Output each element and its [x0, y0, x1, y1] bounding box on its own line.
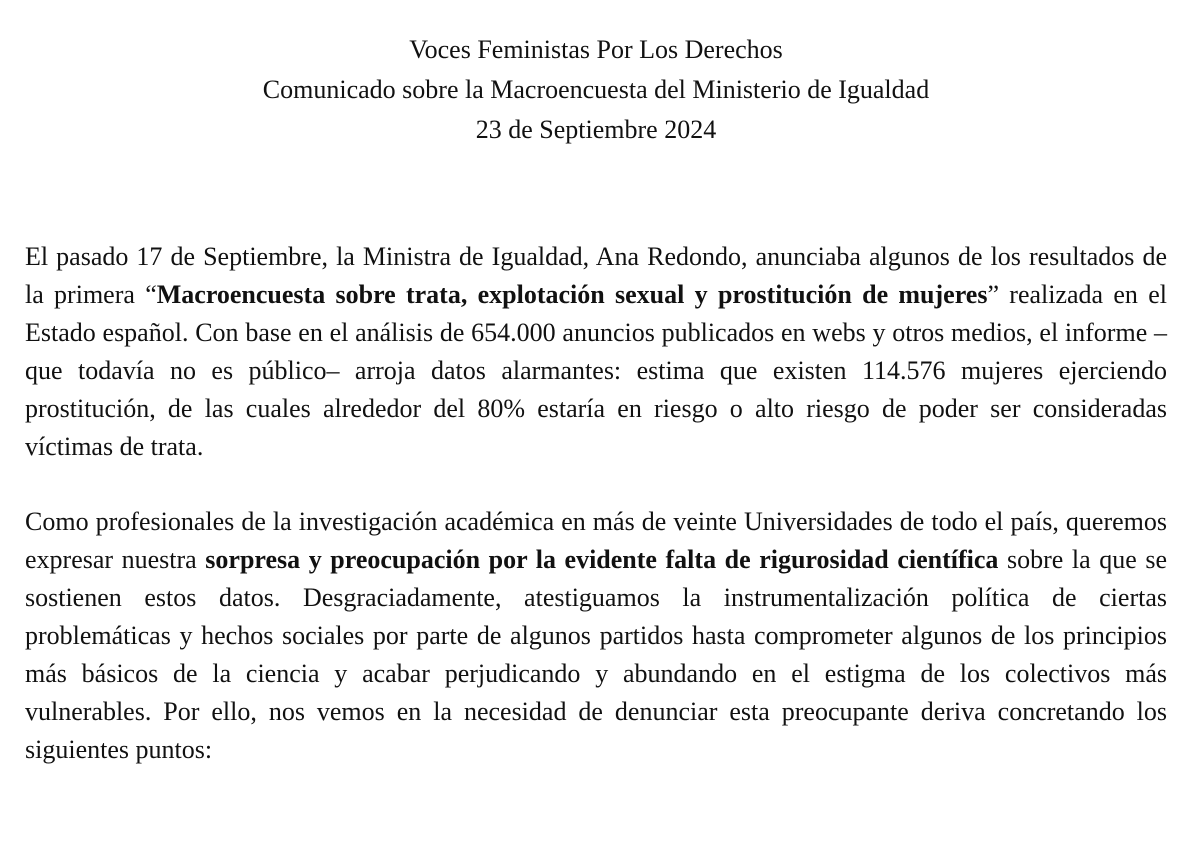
document-header [25, 30, 1167, 150]
document-date: 23 de Septiembre 2024 [475, 115, 717, 144]
paragraph-text: ” realizada en el Estado español. Con base en el análisis de 654.000 anuncios publicados en webs y otros medios, el informe –que todavía no es público– arroja datos alarmantes: estima que existen 114.576 mujeres ejerciendo prostitución, de las cuales alrededor del 80% estaría en riesgo o alto riesgo de poder ser consideradas víctimas de trata. [25, 280, 1167, 461]
paragraph-statement [25, 503, 1167, 769]
paragraph-intro [25, 238, 1167, 466]
paragraph-text: El pasado 17 de Septiembre, la Ministra de Igualdad, Ana Redondo, anunciaba algunos de los resultados de la primera “ [25, 242, 1167, 309]
paragraph-text: sobre la que se sostienen estos datos. Desgraciadamente, atestiguamos la instrumentalización política de ciertas problemáticas y hechos sociales por parte de algunos partidos hasta comprometer algunos de los principios más básicos de la ciencia y acabar perjudicando y abundando en el estigma de los colectivos más vulnerables. Por ello, nos vemos en la necesidad de denunciar esta preocupante deriva concretando los siguientes puntos: [25, 545, 1168, 764]
paragraph-text: Como profesionales de la investigación académica en más de veinte Universidades de todo el país, queremos expresar nuestra [25, 507, 1167, 574]
document-subject: Comunicado sobre la Macroencuesta del Ministerio de Igualdad [262, 75, 930, 104]
paragraph-bold-text: sorpresa y preocupación por la evidente falta de rigurosidad científica [205, 545, 999, 574]
organization-name: Voces Feministas Por Los Derechos [409, 35, 783, 64]
document-page [25, 30, 1167, 769]
paragraph-bold-text: Macroencuesta sobre trata, explotación sexual y prostitución de mujeres [156, 280, 988, 309]
